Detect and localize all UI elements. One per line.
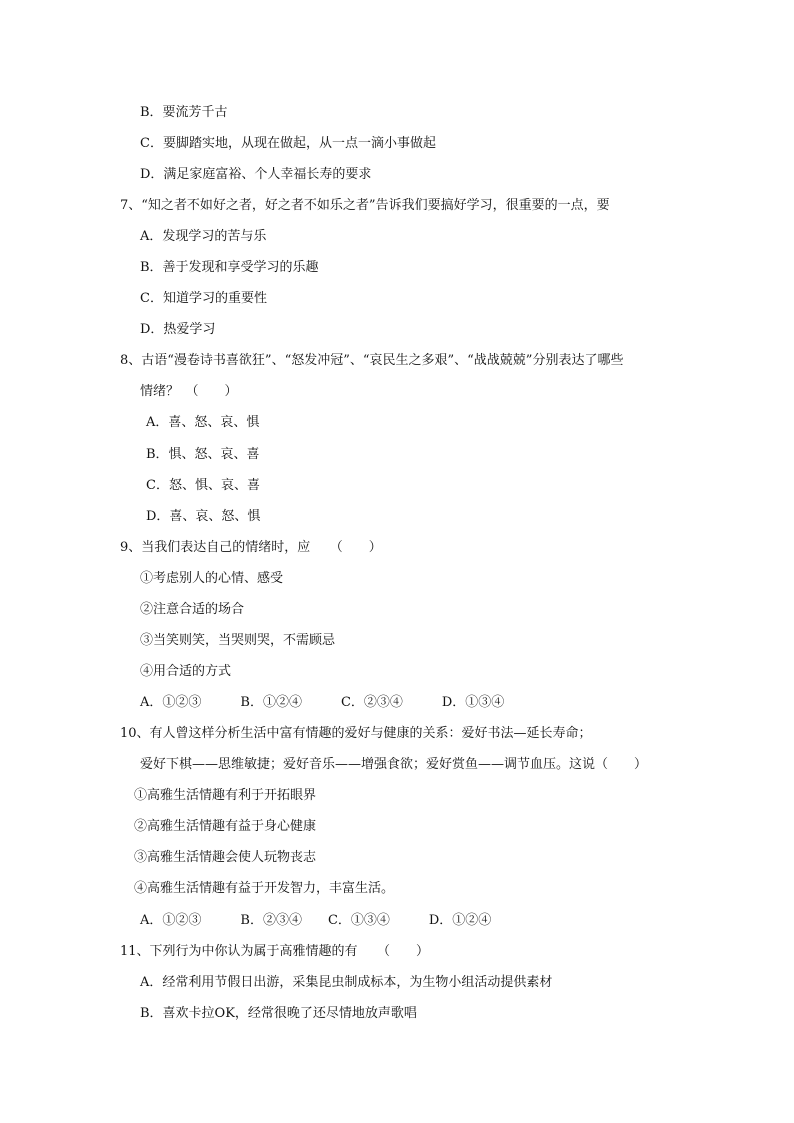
option-6c: C．要脚踏实地，从现在做起，从一点一滴小事做起 <box>140 136 436 151</box>
statement-9-2: ②注意合适的场合 <box>140 602 245 617</box>
options-9: A．①②③ B．①②④ C．②③④ D．①③④ <box>140 695 505 710</box>
question-8-cont: 情绪？ （ ） <box>140 384 238 399</box>
option-11b: B．喜欢卡拉OK，经常很晚了还尽情地放声歌唱 <box>140 1006 417 1021</box>
option-8c: C．怒、惧、哀、喜 <box>146 478 260 493</box>
question-10-cont: 爱好下棋——思维敏捷；爱好音乐——增强食欲；爱好赏鱼——调节血压。这说（ ） <box>140 757 648 772</box>
option-8a: A．喜、怒、哀、惧 <box>146 415 260 430</box>
option-6b: B．要流芳千古 <box>140 105 228 120</box>
option-11a: A．经常利用节假日出游，采集昆虫制成标本，为生物小组活动提供素材 <box>140 975 553 990</box>
option-7a: A．发现学习的苦与乐 <box>140 229 267 244</box>
question-11: 11、下列行为中你认为属于高雅情趣的有 （ ） <box>120 944 430 959</box>
question-7: 7、“知之者不如好之者，好之者不如乐之者”告诉我们要搞好学习，很重要的一点，要 <box>120 198 610 213</box>
statement-10-2: ②高雅生活情趣有益于身心健康 <box>134 819 317 834</box>
statement-10-4: ④高雅生活情趣有益于开发智力，丰富生活。 <box>134 881 395 896</box>
statement-9-4: ④用合适的方式 <box>140 664 232 679</box>
statement-9-1: ①考虑别人的心情、感受 <box>140 571 284 586</box>
option-6d: D．满足家庭富裕、个人幸福长寿的要求 <box>140 167 372 182</box>
options-10: A．①②③ B．②③④ C．①③④ D．①②④ <box>140 913 492 928</box>
question-9: 9、当我们表达自己的情绪时，应 （ ） <box>120 540 382 555</box>
question-8: 8、古语“漫卷诗书喜欲狂”、“怒发冲冠”、“哀民生之多艰”、“战战兢兢”分别表达了哪些 <box>120 353 624 368</box>
question-10: 10、有人曾这样分析生活中富有情趣的爱好与健康的关系：爱好书法—延长寿命； <box>120 726 592 741</box>
option-7c: C．知道学习的重要性 <box>140 291 267 306</box>
option-8d: D．喜、哀、怒、惧 <box>146 509 261 524</box>
statement-9-3: ③当笑则笑，当哭则哭，不需顾忌 <box>140 633 336 648</box>
option-7b: B．善于发现和享受学习的乐趣 <box>140 260 319 275</box>
option-7d: D．热爱学习 <box>140 322 216 337</box>
statement-10-3: ③高雅生活情趣会使人玩物丧志 <box>134 850 317 865</box>
option-8b: B．惧、怒、哀、喜 <box>146 447 260 462</box>
statement-10-1: ①高雅生活情趣有利于开拓眼界 <box>134 788 317 803</box>
